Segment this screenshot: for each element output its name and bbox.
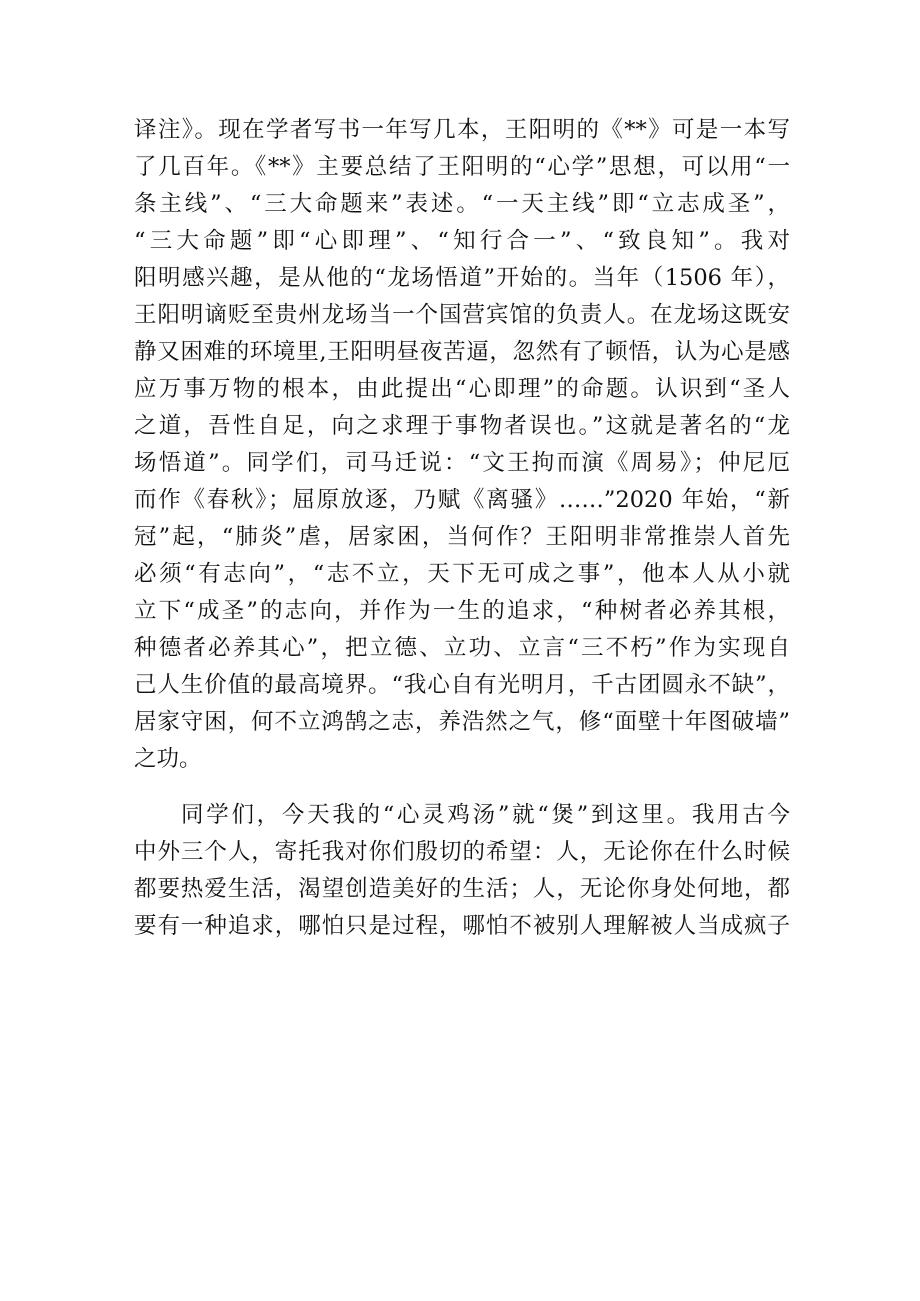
text-line: 条主线”、“三大命题来”表述。“一天主线”即“立志成圣”，	[134, 191, 790, 217]
text-line: 阳明感兴趣，是从他的“龙场悟道”开始的。当年（1506 年），	[134, 265, 790, 291]
text-line: 应万事万物的根本，由此提出“心即理”的命题。认识到“圣人	[134, 376, 790, 402]
text-line: 都要热爱生活，渴望创造美好的生活；人，无论你身处何地，都	[134, 876, 790, 902]
text-line: 译注》。现在学者写书一年写几本，王阳明的《**》可是一本写	[134, 117, 790, 143]
text-line: “三大命题”即“心即理”、“知行合一”、“致良知”。我对	[134, 228, 790, 254]
text-line: 之功。	[134, 746, 202, 772]
text-line: 静又困难的环境里,王阳明昼夜苦逼，忽然有了顿悟，认为心是感	[134, 339, 790, 365]
text-line: 同学们，今天我的“心灵鸡汤”就“煲”到这里。我用古今	[181, 802, 790, 828]
text-line: 居家守困，何不立鸿鹄之志，养浩然之气，修“面壁十年图破墙”	[134, 709, 790, 735]
text-line: 立下“成圣”的志向，并作为一生的追求，“种树者必养其根，	[134, 598, 790, 624]
text-line: 中外三个人，寄托我对你们殷切的希望：人，无论你在什么时候	[134, 839, 790, 865]
text-line: 王阳明谪贬至贵州龙场当一个国营宾馆的负责人。在龙场这既安	[134, 302, 790, 328]
text-line: 而作《春秋》；屈原放逐，乃赋《离骚》……”2020 年始，“新	[134, 487, 790, 513]
text-line: 种德者必养其心”，把立德、立功、立言“三不朽”作为实现自	[134, 635, 790, 661]
text-line: 要有一种追求，哪怕只是过程，哪怕不被别人理解被人当成疯子	[134, 913, 790, 939]
text-line: 冠”起，“肺炎”虐，居家困，当何作？王阳明非常推崇人首先	[134, 524, 790, 550]
text-line: 必须“有志向”，“志不立，天下无可成之事”，他本人从小就	[134, 561, 790, 587]
text-line: 场悟道”。同学们，司马迁说：“文王拘而演《周易》；仲尼厄	[134, 450, 790, 476]
text-line: 了几百年。《**》主要总结了王阳明的“心学”思想，可以用“一	[134, 154, 790, 180]
text-line: 之道，吾性自足，向之求理于事物者误也。”这就是著名的“龙	[134, 413, 790, 439]
text-line: 己人生价值的最高境界。“我心自有光明月，千古团圆永不缺”，	[134, 672, 790, 698]
